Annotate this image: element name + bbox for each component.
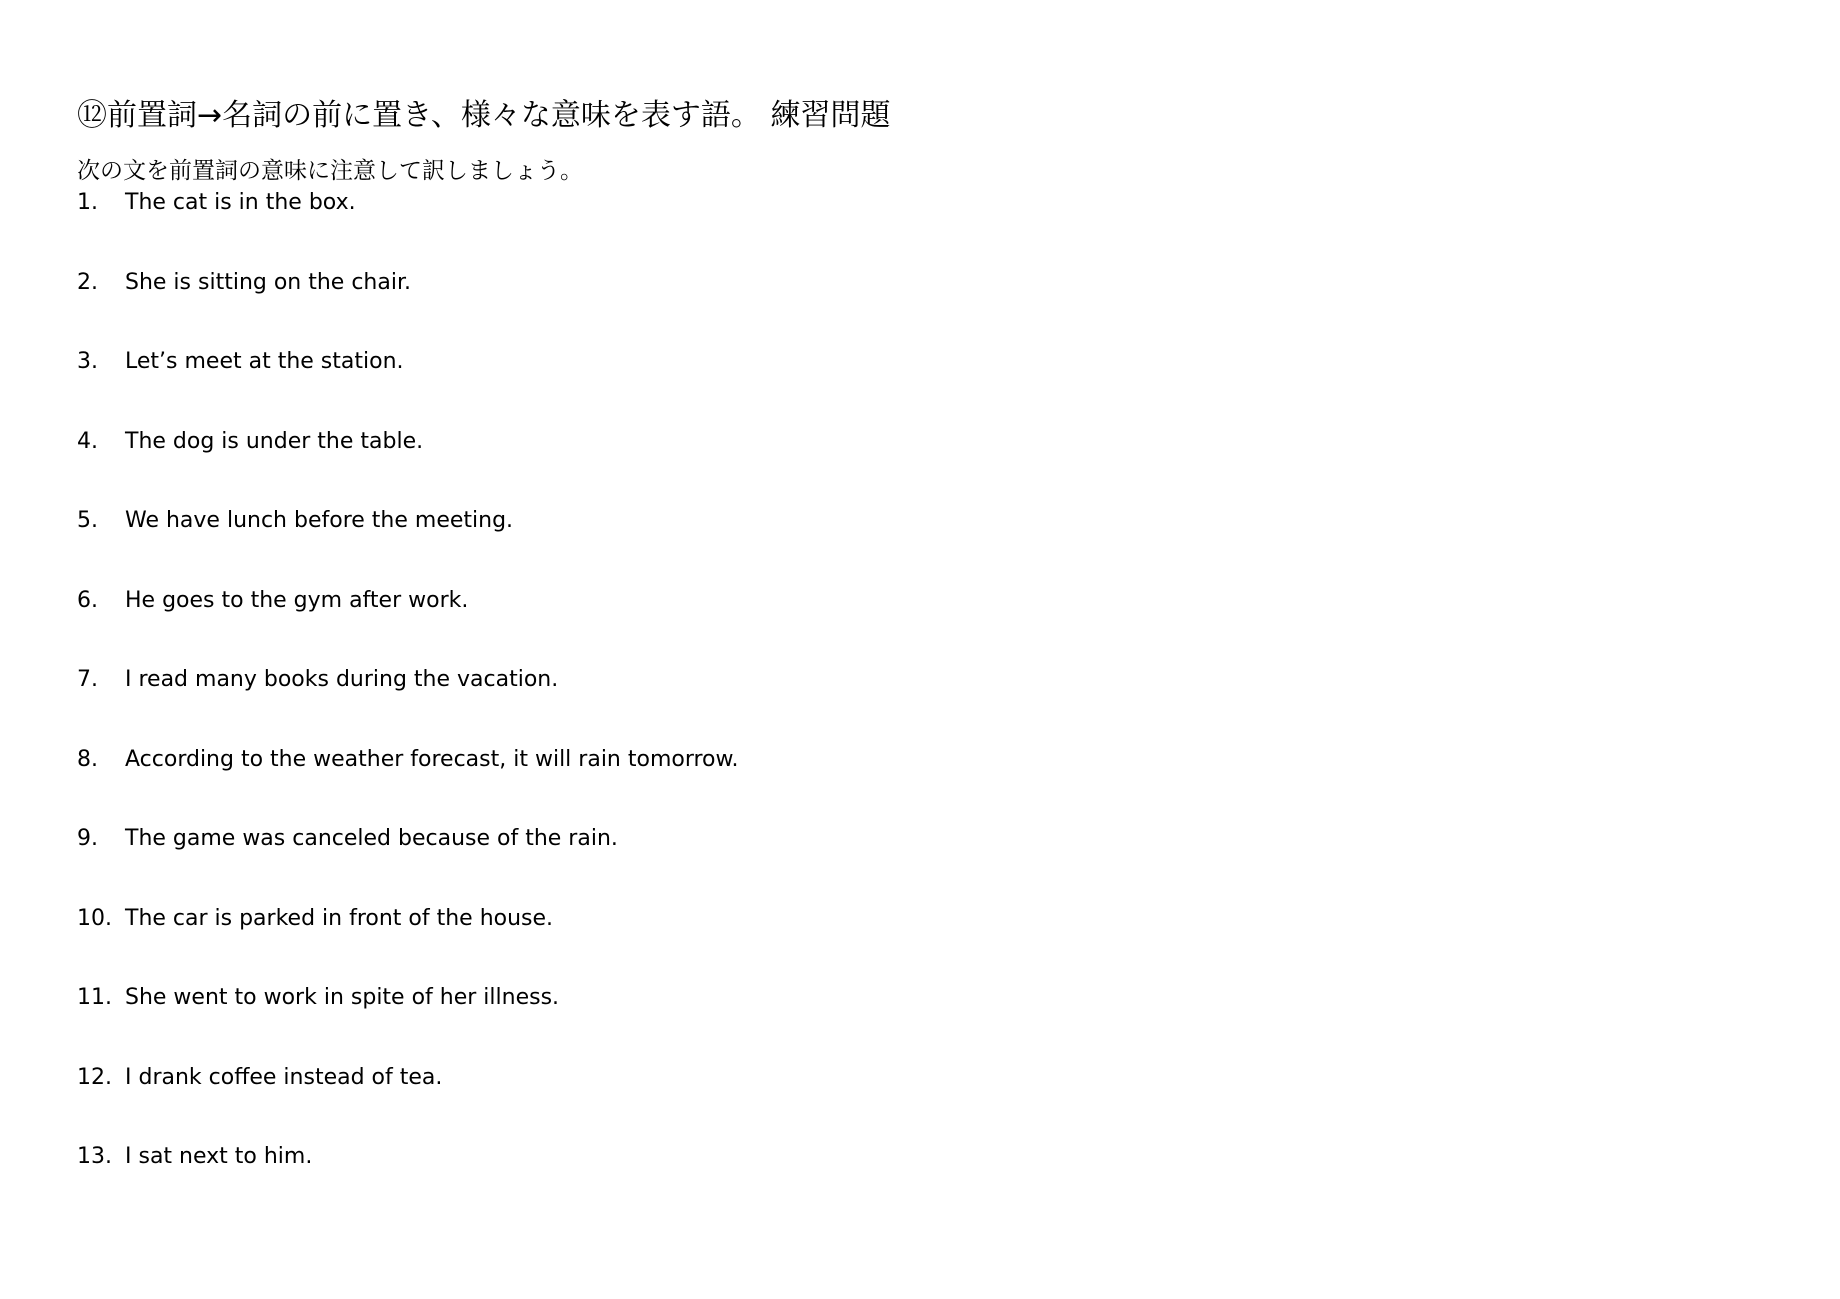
- question-number: 12.: [77, 1064, 112, 1090]
- question-item: [77, 427, 1777, 507]
- question-list: [77, 188, 1777, 1222]
- question-number: 5.: [77, 508, 98, 533]
- question-item: [77, 983, 1777, 1063]
- worksheet-page: [77, 92, 1777, 1222]
- question-item: [77, 904, 1777, 984]
- question-number: 1.: [77, 190, 98, 215]
- worksheet-title: ⑫前置詞→名詞の前に置き、様々な意味を表す語。 練習問題: [77, 98, 891, 133]
- question-text: I drank coffee instead of tea.: [125, 1064, 443, 1090]
- question-item: [77, 506, 1777, 586]
- question-number: 3.: [77, 349, 98, 374]
- question-text: The car is parked in front of the house.: [125, 905, 554, 931]
- question-number: 2.: [77, 269, 98, 295]
- question-number: 4.: [77, 428, 98, 454]
- question-number: 10.: [77, 905, 112, 931]
- question-number: 7.: [77, 667, 98, 692]
- question-item: [77, 745, 1777, 825]
- question-number: 8.: [77, 746, 98, 772]
- question-item: [77, 665, 1777, 745]
- question-item: [77, 1142, 1777, 1222]
- question-text: The cat is in the box.: [125, 190, 356, 215]
- question-item: [77, 586, 1777, 666]
- question-text: She went to work in spite of her illness.: [125, 985, 560, 1010]
- question-text: The dog is under the table.: [125, 428, 424, 454]
- question-item: [77, 268, 1777, 348]
- question-text: She is sitting on the chair.: [125, 269, 411, 295]
- question-number: 11.: [77, 985, 112, 1010]
- question-text: I sat next to him.: [125, 1144, 313, 1169]
- question-item: [77, 1063, 1777, 1143]
- question-number: 13.: [77, 1144, 112, 1169]
- worksheet-instruction: 次の文を前置詞の意味に注意して訳しましょう。: [77, 158, 583, 184]
- question-text: I read many books during the vacation.: [125, 667, 559, 692]
- question-text: We have lunch before the meeting.: [125, 508, 514, 533]
- question-number: 6.: [77, 587, 98, 613]
- question-item: [77, 347, 1777, 427]
- question-text: He goes to the gym after work.: [125, 587, 469, 613]
- question-item: [77, 188, 1777, 268]
- question-text: Let’s meet at the station.: [125, 349, 404, 374]
- question-text: According to the weather forecast, it will rain tomorrow.: [125, 746, 739, 772]
- question-number: 9.: [77, 826, 98, 851]
- question-item: [77, 824, 1777, 904]
- question-text: The game was canceled because of the rain.: [125, 826, 618, 851]
